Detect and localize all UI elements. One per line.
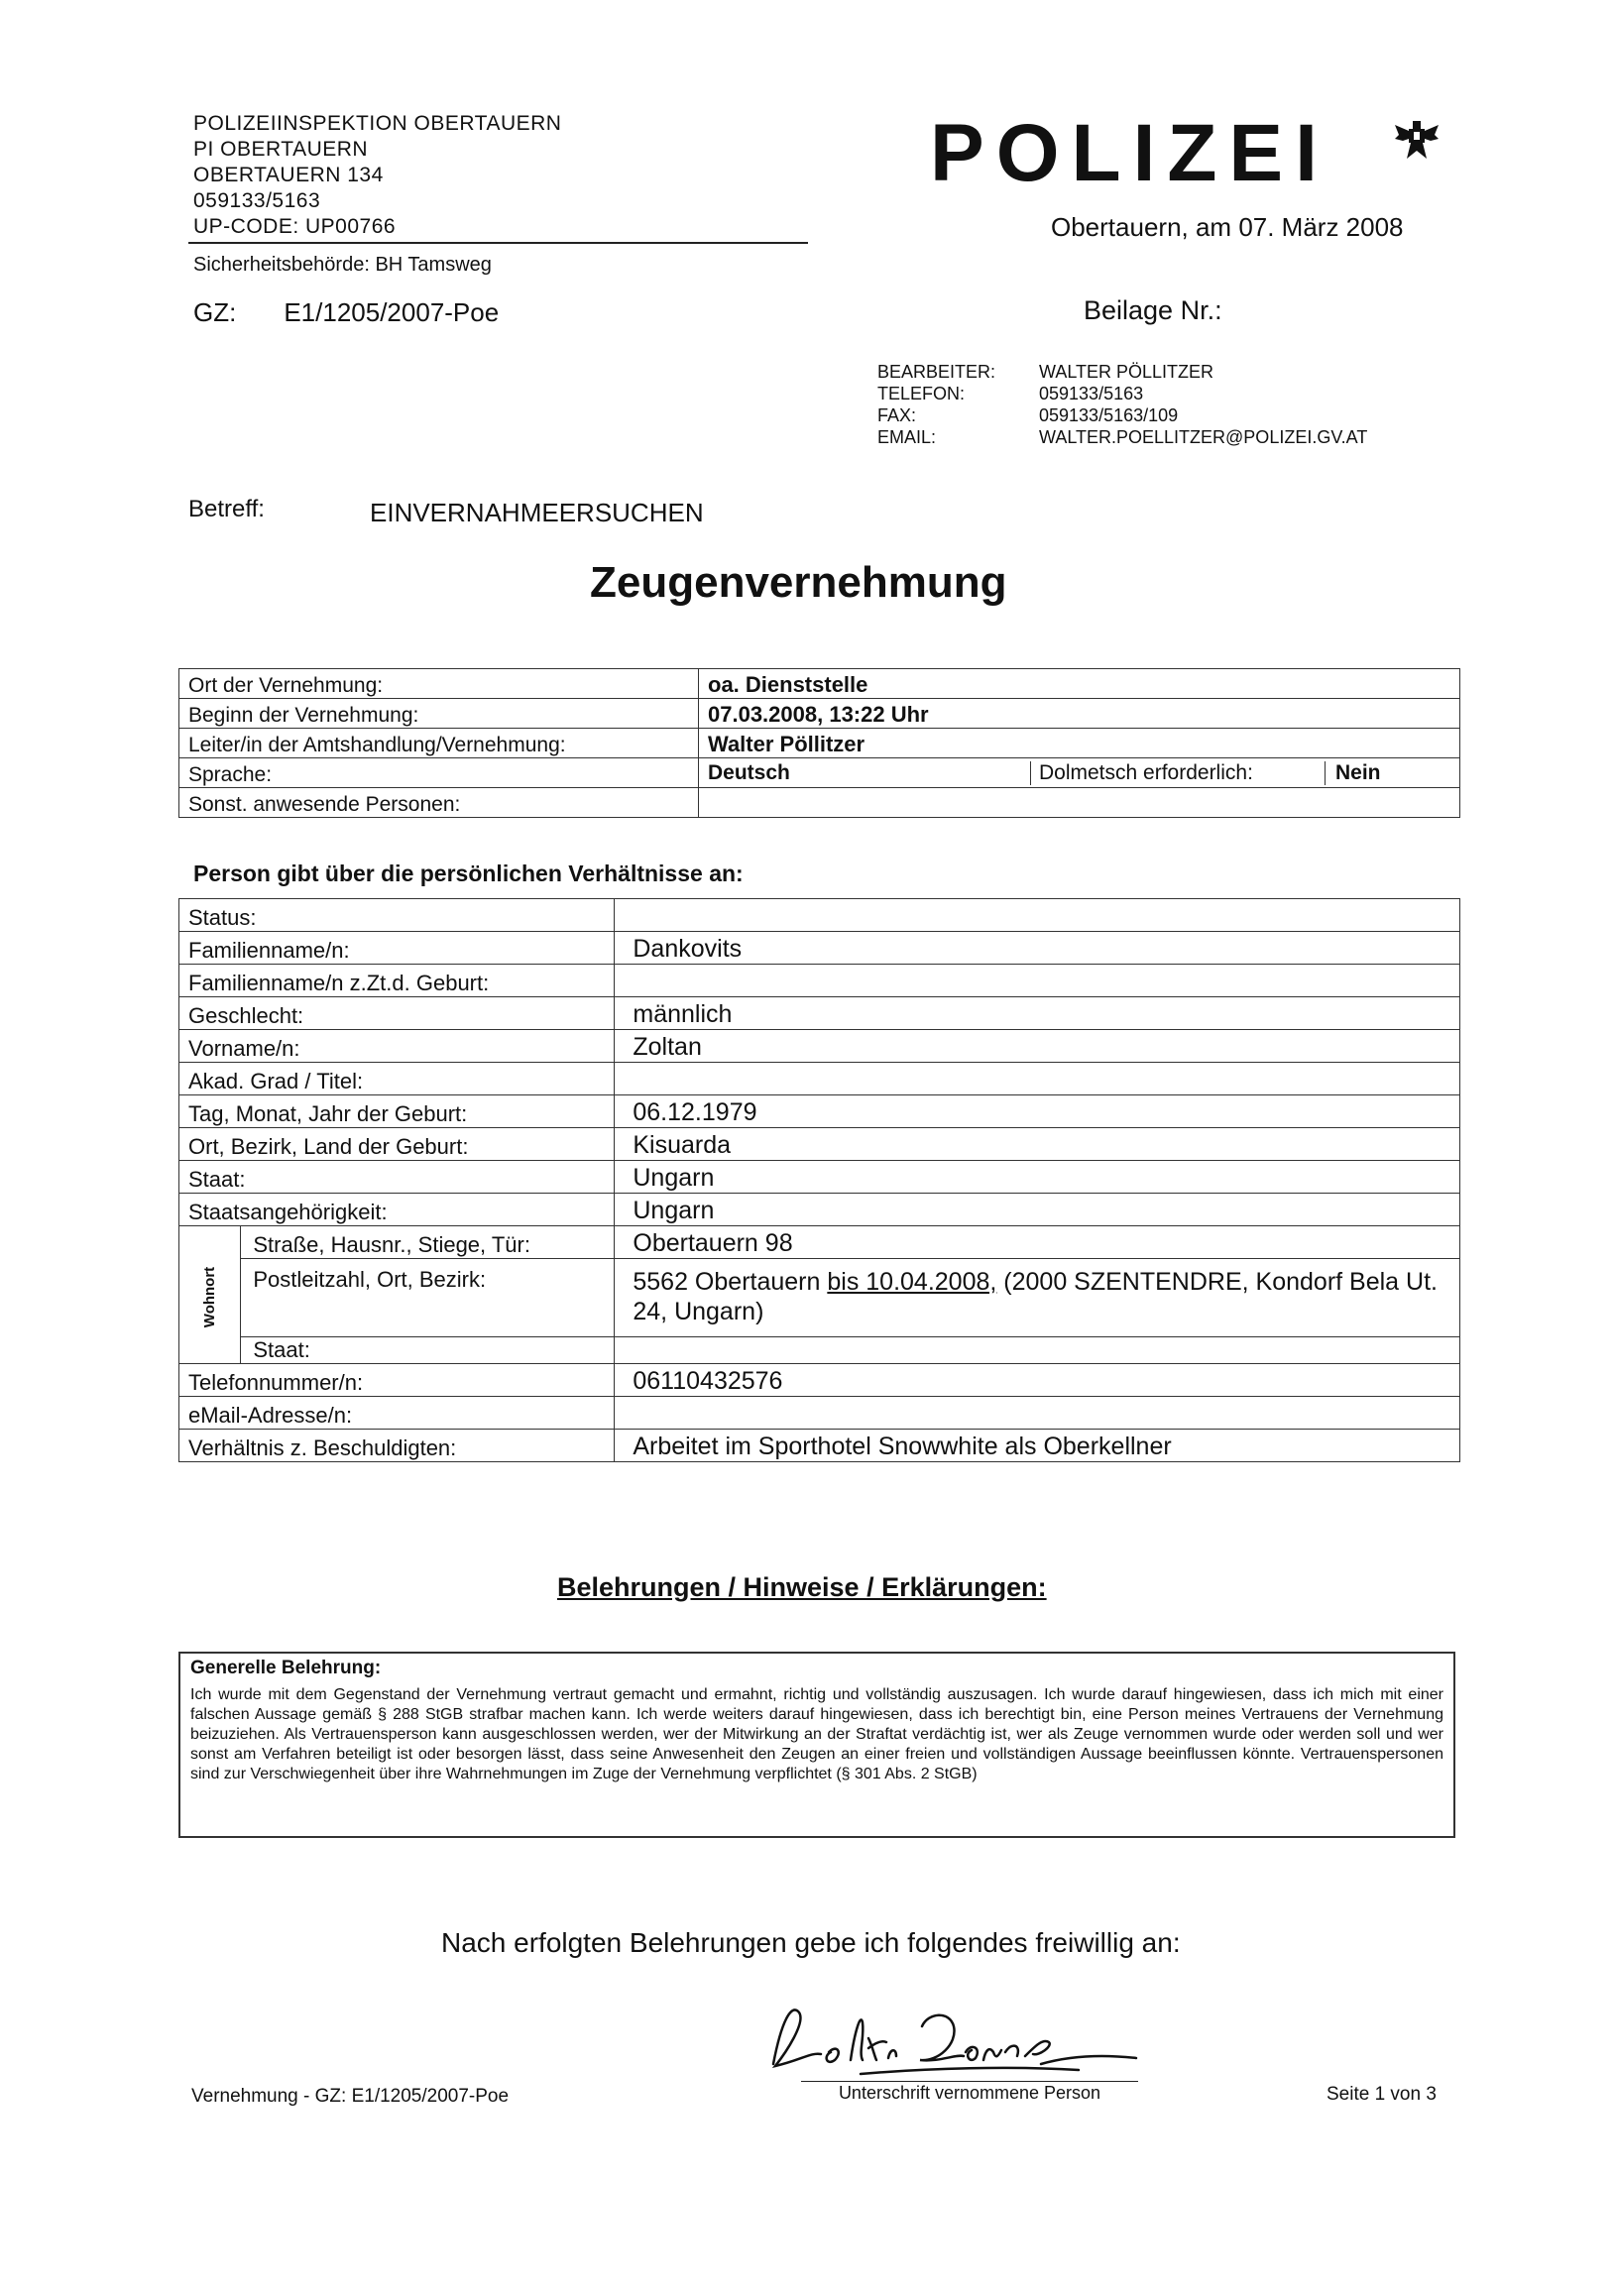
header-divider [188,242,808,244]
security-authority: Sicherheitsbehörde: BH Tamsweg [193,254,492,276]
gz-label: GZ: [193,297,237,327]
agency-street: OBERTAUERN 134 [193,164,384,186]
subject-value: EINVERNAHMEERSUCHEN [370,498,704,527]
agency-upcode: UP-CODE: UP00766 [193,215,397,238]
language-value: Deutsch [708,760,790,784]
table-row: Vorname/n: Zoltan [179,1030,1460,1063]
contact-row: TELEFON: 059133/5163 [877,384,1144,403]
attachment-number: Beilage Nr.: [1084,295,1222,325]
general-instruction-box [178,1652,1455,1838]
agency-name: POLIZEIINSPEKTION OBERTAUERN [193,112,562,135]
table-row: Leiter/in der Amtshandlung/Vernehmung: Walter Pöllitzer [179,729,1460,758]
footer-file-ref: Vernehmung - GZ: E1/1205/2007-Poe [191,2086,510,2107]
contact-row: EMAIL: WALTER.POELLITZER@POLIZEI.GV.AT [877,427,1368,447]
table-row: eMail-Adresse/n: [179,1397,1460,1430]
table-row: Verhältnis z. Beschuldigten: Arbeitet im Sporthotel Snowwhite als Oberkellner [179,1430,1460,1462]
general-instruction-text: Ich wurde mit dem Gegenstand der Vernehmung vertraut gemacht und ermahnt, richtig und vollständig auszusagen. Ich wurde darauf hingewiesen, dass ich mich mit einer falschen Aussage gemäß § 288 StGB strafbar machen kann. Ich werde weiters darauf hingewiesen, dass ich berechtigt bin, eine Person meines Vertrauens der Vernehmung beizuziehen. Als Vertrauensperson kann ausgeschlossen werden, wer der Mitwirkung an der Straftat verdächtig ist, wer als Zeuge vernommen wurde oder werden soll und wer sonst am Verfahren beteiligt ist oder besorgen lässt, dass seine Anwesenheit den Zeugen an einer freien und vollständigen Aussage beeinflussen könnte. Vertrauenspersonen sind zur Verschwiegenheit über ihre Wahrnehmungen im Zuge der Vernehmung verpflichtet (§ 301 Abs. 2 StGB) [190,1686,1443,1782]
residence-section [179,1226,241,1364]
signature-line [801,2081,1138,2082]
table-row: Status: [179,899,1460,932]
document-title: Zeugenvernehmung [590,558,1007,607]
voluntary-statement-intro: Nach erfolgten Belehrungen gebe ich folgendes freiwillig an: [441,1927,1181,1958]
gz-value: E1/1205/2007-Poe [284,297,500,327]
contact-row: FAX: 059133/5163/109 [877,405,1179,425]
table-row: Ort, Bezirk, Land der Geburt: Kisuarda [179,1128,1460,1161]
table-row: Postleitzahl, Ort, Bezirk: 5562 Obertauern bis 10.04.2008, (2000 SZENTENDRE, Kondorf Bela Ut. 24, Ungarn) [179,1259,1460,1337]
agency-phone: 059133/5163 [193,189,321,212]
file-number [193,297,499,328]
place-date: Obertauern, am 07. März 2008 [1051,212,1404,242]
signature-caption: Unterschrift vernommene Person [838,2083,1101,2103]
eagle-emblem-icon [1393,117,1441,165]
person-table [178,898,1460,1462]
table-row: Staatsangehörigkeit: Ungarn [179,1194,1460,1226]
residence-label: Wohnort [201,1266,219,1328]
agency-short: PI OBERTAUERN [193,138,369,161]
table-row: Tag, Monat, Jahr der Geburt: 06.12.1979 [179,1095,1460,1128]
table-row: Geschlecht: männlich [179,997,1460,1030]
instructions-title: Belehrungen / Hinweise / Erklärungen: [557,1572,1047,1602]
subject-label: Betreff: [188,496,265,522]
table-row: Telefonnummer/n: 06110432576 [179,1364,1460,1397]
agency-address-block [193,111,561,240]
table-row: Staat: [179,1337,1460,1364]
interrogation-table [178,668,1460,818]
general-instruction-heading: Generelle Belehrung: [190,1658,382,1678]
interpreter-value: Nein [1325,761,1459,785]
table-row: Akad. Grad / Titel: [179,1063,1460,1095]
table-row: Beginn der Vernehmung: 07.03.2008, 13:22 Uhr [179,699,1460,729]
officer-contact [877,361,1367,448]
table-row: Familienname/n: Dankovits [179,932,1460,965]
subject-line [188,496,704,527]
interpreter-label: Dolmetsch erforderlich: [1030,761,1325,785]
table-row: Wohnort Straße, Hausnr., Stiege, Tür: Obertauern 98 [179,1226,1460,1259]
person-intro: Person gibt über die persönlichen Verhältnisse an: [193,861,744,886]
table-row: Sprache: Deutsch Dolmetsch erforderlich: Nein [179,758,1460,788]
postal-address: 5562 Obertauern bis 10.04.2008, (2000 SZENTENDRE, Kondorf Bela Ut. 24, Ungarn) [615,1259,1460,1337]
page-number: Seite 1 von 3 [1327,2084,1437,2105]
table-row: Staat: Ungarn [179,1161,1460,1194]
table-row: Sonst. anwesende Personen: [179,788,1460,818]
table-row: Ort der Vernehmung: oa. Dienststelle [179,669,1460,699]
table-row: Familienname/n z.Zt.d. Geburt: [179,965,1460,997]
signature-scribble [751,1983,1148,2082]
polizei-logo-text: POLIZEI [930,108,1329,198]
contact-row: BEARBEITER: WALTER PÖLLITZER [877,362,1214,382]
